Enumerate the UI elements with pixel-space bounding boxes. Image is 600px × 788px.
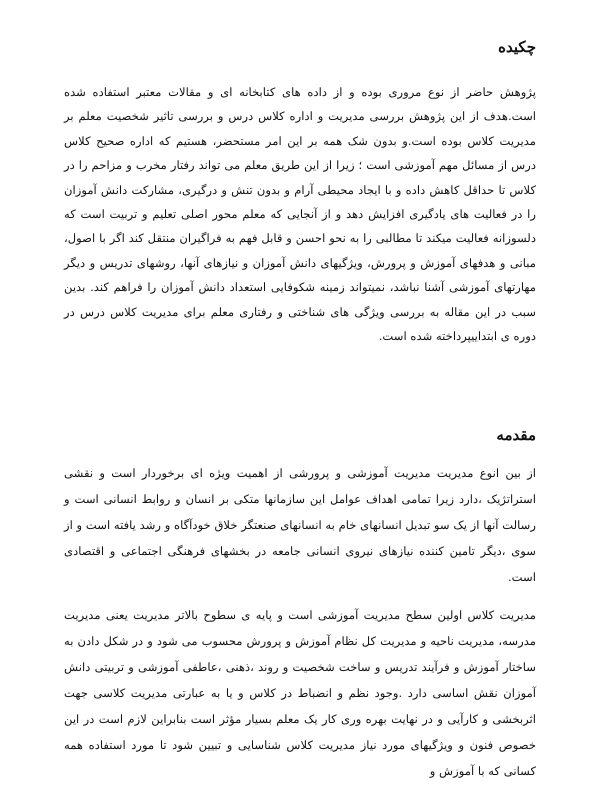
abstract-heading: چکیده bbox=[498, 38, 536, 56]
introduction-paragraph-2: مدیریت کلاس اولین سطح مدیریت آموزشی است و پایه ی سطوح بالاتر مدیریت یعنی مدیریت مدرسه، مدیریت ناحیه و مدیریت کل نظام آموزش و پرورش محسوب می شود و در شکل دادن به ساختار آموزش و فرآیند تدریس و ساخت شخصیت و روند ،ذهنی ،عاطفی آموزشی و تربیتی دانش آموزان نقش اساسی دارد .وجود نظم و انضباط در کلاس و یا به عبارتی مدیریت کلاسی جهت اثربخشی و کارآیی و در نهایت بهره وری کار یک معلم بسیار مؤثر است بنابراین لازم است در این خصوص فنون و ویژگیهای مورد نیاز مدیریت کلاس شناسایی و تبیین شود تا مورد استفاده همه کسانی که با آموزش و bbox=[64, 608, 536, 779]
introduction-heading: مقدمه bbox=[496, 426, 536, 445]
introduction-paragraph-1: از بین انوع مدیریت مدیریت آموزشی و پرورشی از اهمیت ویژه ای برخوردار است و نقشی استراتژیک ،دارد زیرا تمامی اهداف عوامل این سازمانها متکی بر انسان و روابط انسانی است و رسالت آنها از یک سو تبدیل انسانهای خام به انسانهای صنعتگر خلاق خودآگاه و رشد یافته است و از سوی ،دیگر تامین کننده نیازهای نیروی انسانی جامعه در بخشهای فرهنگی اجتماعی و اقتصادی است. bbox=[64, 466, 536, 585]
abstract-paragraph: پژوهش حاضر از نوع مروری بوده و از داده های کتابخانه ای و مقالات معتبر استفاده شده است.هدف از این پژوهش بررسی مدیریت و اداره کلاس درس و بررسی تاثیر شخصیت معلم بر مدیریت کلاس بوده است.و بدون شک همه بر این امر مستحضر، هستیم که اداره صحیح کلاس درس از مسائل مهم آموزشی است ؛ زیرا از این طریق معلم می تواند رفتار مخرب و مزاحم را در کلاس تا حداقل کاهش داده و با ایجاد محیطی آرام و بدون تنش و درگیری، مشارکت دانش آموزان را در فعالیت های یادگیری افزایش دهد و از آنجایی که معلم محور اصلی تعلیم و تربیت است که دلسوزانه فعالیت میکند تا مطالبی را به نحو احسن و قابل فهم به فراگیران منتقل کند اگر با اصول، مبانی و هدفهای آموزش و پرورش، ویژگیهای دانش آموزان و نیازهای آنها، روشهای تدریس و دیگر مهارتهای آموزشی آشنا نباشد، نمیتواند زمینه شکوفایی استعداد دانش آموزان را فراهم کند. بدین سبب در این مقاله به بررسی ویژگی های شناختی و رفتاری معلم برای مدیریت کلاس درس در دوره ی ابتداییپرداخته شده است. bbox=[64, 85, 536, 344]
